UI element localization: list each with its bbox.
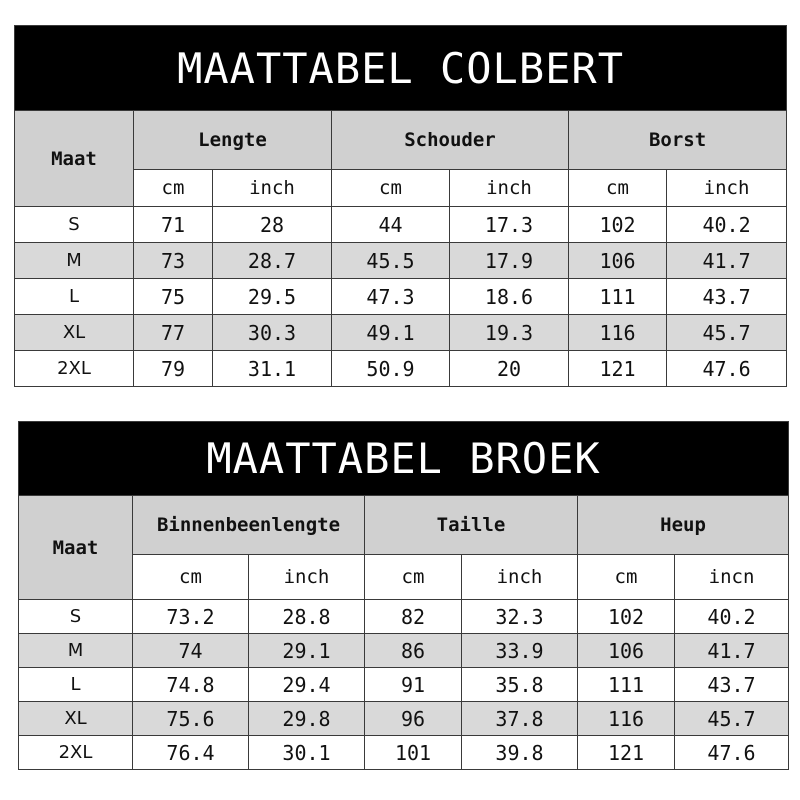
table-cell: 44: [332, 207, 450, 243]
colbert-unit: cm: [569, 170, 667, 207]
table-cell: 75: [134, 279, 213, 315]
table-cell: 76.4: [133, 736, 249, 770]
colbert-unit: cm: [134, 170, 213, 207]
table-cell: 40.2: [675, 600, 789, 634]
table-cell: 74: [133, 634, 249, 668]
table-cell: 18.6: [450, 279, 569, 315]
table-cell: 50.9: [332, 351, 450, 387]
table-cell: 40.2: [667, 207, 787, 243]
table-cell: 31.1: [213, 351, 332, 387]
table-cell: 73: [134, 243, 213, 279]
table-cell: 71: [134, 207, 213, 243]
table-cell: 45.7: [675, 702, 789, 736]
table-cell: 49.1: [332, 315, 450, 351]
size-label: M: [15, 243, 134, 279]
broek-title: MAATTABEL BROEK: [19, 422, 789, 496]
table-cell: 121: [569, 351, 667, 387]
size-label: L: [19, 668, 133, 702]
broek-unit: incn: [675, 555, 789, 600]
table-cell: 17.9: [450, 243, 569, 279]
broek-group-heup: Heup: [578, 496, 789, 555]
colbert-group-schouder: Schouder: [332, 111, 569, 170]
table-cell: 28: [213, 207, 332, 243]
broek-group-taille: Taille: [365, 496, 578, 555]
broek-unit: cm: [365, 555, 462, 600]
table-cell: 96: [365, 702, 462, 736]
table-cell: 73.2: [133, 600, 249, 634]
table-cell: 28.8: [249, 600, 365, 634]
size-label: 2XL: [19, 736, 133, 770]
colbert-table-row: [15, 243, 787, 279]
table-cell: 106: [569, 243, 667, 279]
table-cell: 45.7: [667, 315, 787, 351]
colbert-unit: inch: [667, 170, 787, 207]
broek-unit: inch: [462, 555, 578, 600]
table-cell: 116: [569, 315, 667, 351]
size-label: XL: [19, 702, 133, 736]
table-cell: 29.4: [249, 668, 365, 702]
table-cell: 79: [134, 351, 213, 387]
table-cell: 86: [365, 634, 462, 668]
table-cell: 47.6: [675, 736, 789, 770]
table-cell: 41.7: [675, 634, 789, 668]
colbert-unit: cm: [332, 170, 450, 207]
table-cell: 121: [578, 736, 675, 770]
table-cell: 35.8: [462, 668, 578, 702]
table-cell: 111: [578, 668, 675, 702]
colbert-size-header: Maat: [15, 111, 134, 207]
table-cell: 30.1: [249, 736, 365, 770]
size-label: L: [15, 279, 134, 315]
table-cell: 82: [365, 600, 462, 634]
colbert-table-row: [15, 351, 787, 387]
table-cell: 43.7: [675, 668, 789, 702]
broek-unit: cm: [133, 555, 249, 600]
size-label: S: [19, 600, 133, 634]
table-cell: 41.7: [667, 243, 787, 279]
table-cell: 102: [569, 207, 667, 243]
table-cell: 30.3: [213, 315, 332, 351]
table-cell: 39.8: [462, 736, 578, 770]
table-cell: 28.7: [213, 243, 332, 279]
colbert-table-row: [15, 279, 787, 315]
colbert-table-row: [15, 315, 787, 351]
table-cell: 37.8: [462, 702, 578, 736]
table-cell: 47.3: [332, 279, 450, 315]
table-cell: 17.3: [450, 207, 569, 243]
table-cell: 29.1: [249, 634, 365, 668]
table-cell: 45.5: [332, 243, 450, 279]
table-cell: 116: [578, 702, 675, 736]
broek-table-row: [19, 634, 789, 668]
broek-size-table: [18, 421, 789, 770]
table-cell: 43.7: [667, 279, 787, 315]
table-cell: 33.9: [462, 634, 578, 668]
colbert-title: MAATTABEL COLBERT: [15, 26, 787, 111]
table-cell: 106: [578, 634, 675, 668]
table-cell: 75.6: [133, 702, 249, 736]
size-label: 2XL: [15, 351, 134, 387]
table-cell: 102: [578, 600, 675, 634]
broek-size-header: Maat: [19, 496, 133, 600]
broek-table-row: [19, 702, 789, 736]
table-cell: 101: [365, 736, 462, 770]
table-cell: 47.6: [667, 351, 787, 387]
size-label: M: [19, 634, 133, 668]
table-cell: 32.3: [462, 600, 578, 634]
table-cell: 111: [569, 279, 667, 315]
colbert-unit: inch: [213, 170, 332, 207]
table-cell: 29.8: [249, 702, 365, 736]
colbert-size-table: [14, 25, 787, 387]
colbert-group-borst: Borst: [569, 111, 787, 170]
colbert-table-row: [15, 207, 787, 243]
colbert-unit: inch: [450, 170, 569, 207]
size-label: S: [15, 207, 134, 243]
broek-unit: inch: [249, 555, 365, 600]
broek-unit: cm: [578, 555, 675, 600]
table-cell: 20: [450, 351, 569, 387]
broek-table-row: [19, 668, 789, 702]
table-cell: 19.3: [450, 315, 569, 351]
size-label: XL: [15, 315, 134, 351]
table-cell: 91: [365, 668, 462, 702]
table-cell: 77: [134, 315, 213, 351]
table-cell: 74.8: [133, 668, 249, 702]
table-cell: 29.5: [213, 279, 332, 315]
broek-table-row: [19, 600, 789, 634]
broek-table-row: [19, 736, 789, 770]
broek-group-binnenbeenlengte: Binnenbeenlengte: [133, 496, 365, 555]
colbert-group-lengte: Lengte: [134, 111, 332, 170]
